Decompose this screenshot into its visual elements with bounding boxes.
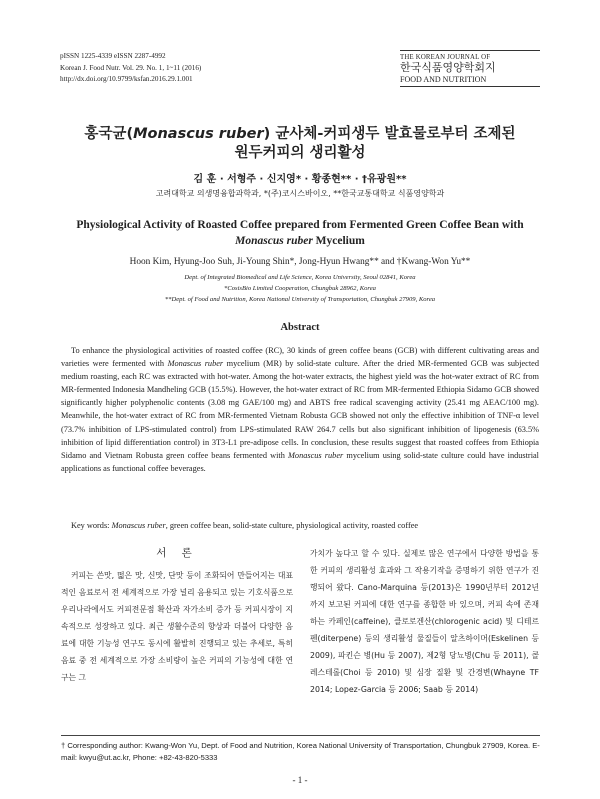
citation-line: Korean J. Food Nutr. Vol. 29. No. 1, 1~11 (2016) bbox=[60, 63, 202, 72]
affiliation-en-2: *CosisBio Limited Cooperation, Chungbuk 28962, Korea bbox=[224, 285, 376, 292]
affiliations-korean: 고려대학교 의생명융합과학과, *(주)코시스바이오, **한국교통대학교 식품영양학과 bbox=[155, 189, 445, 198]
journal-name-en-bottom: FOOD AND NUTRITION bbox=[400, 75, 540, 87]
keywords: Key words: Monascus ruber, green coffee bean, solid-state culture, physiological activity, roasted coffee bbox=[71, 521, 419, 530]
abstract-body: To enhance the physiological activities of roasted coffee (RC), 30 kinds of green coffee beans (GCB) with different cultivating areas and varieties were fermented with Monascus ruber mycelium (MR) by solid-state culture. After the dried MR-fermented GCB was subjected medium roasting, each RC was extracted with hot-water. Among the hot-water extracts, the highest yield was the hot-water extract of RC from MR-fermented Indonesia Mandheling GCB (15.5%). However, the hot-water extract of RC from MR-fermented Ethiopia Sidamo GCB showed significantly higher polyphenolic contents (3.08 mg GAE/100 mg) and ABTS free radical scavenging activity (25.41 mg AEAC/100 mg). Meanwhile, the hot-water extract of RC from MR-fermented Vietnam Robusta GCB showed not only the effective inhibition of TNF-α level (73.7% inhibition of LPS-stimulated control) from LPS-stimulated RAW 264.7 cells but also significant inhibition of lipogenesis (63.5% inhibition of lipid differentiation control) in 3T3-L1 pre-adipose cells. In conclusion, these results suggest that roasted coffees from Ethiopia Sidamo and Vietnam Robusta green coffee beans fermented with Monascus ruber mycelium using solid-state culture could have industrial applications as functional coffee beverages. bbox=[61, 346, 539, 473]
paper-title-korean: 홍국균(Monascus ruber) 균사체-커피생두 발효물로부터 조제된 원두커피의 생리활성 bbox=[84, 126, 516, 161]
journal-name-en-top: THE KOREAN JOURNAL OF bbox=[400, 50, 540, 61]
intro-column-right bbox=[310, 545, 539, 698]
page-number: - 1 - bbox=[292, 775, 308, 785]
affiliation-en-3: **Dept. of Food and Nutrition, Korea National University of Transportation, Chungbuk 27909, Korea bbox=[164, 296, 436, 303]
journal-name-ko: 한국식품영양학회지 bbox=[400, 61, 496, 74]
journal-brand bbox=[400, 50, 540, 87]
header-citation-block bbox=[60, 51, 201, 86]
paper-title-english: Physiological Activity of Roasted Coffee prepared from Fermented Green Coffee Bean with Monascus ruber Mycelium bbox=[76, 219, 524, 247]
corresponding-author-footnote: † Corresponding author: Kwang-Won Yu, Dept. of Food and Nutrition, Korea National University of Transportation, Chungbuk 27909, Korea. E-mail: kwyu@ut.ac.kr, Phone: +82-43-820-5333 bbox=[61, 741, 540, 762]
abstract-heading: Abstract bbox=[280, 322, 320, 333]
species-name: Monascus ruber bbox=[133, 126, 264, 142]
section-heading-introduction: 서 론 bbox=[156, 547, 198, 559]
intro-paragraph-right: 가치가 높다고 할 수 있다. 실제로 많은 연구에서 다양한 방법을 통한 커피의 생리활성 효과와 그 작용기작을 증명하기 위한 연구가 진행되어 왔다. Cano-Marquina 등(2013)은 1990년부터 2012년까지 보고된 커피에 대한 연구를 종합한 바 있으며, 커피 속에 존재하는 카페인(caffeine), 클로로겐산(chlorogenic acid) 및 디테르펜(diterpene) 등의 생리활성 물질들이 알츠하이머(Eskelinen 등 2009), 파킨슨 병(Hu 등 2007), 제2형 당뇨병(Chu 등 2011), 콜레스테롤(Choi 등 2010) 및 심장 질환 및 간경변(Whayne TF 2014; Lopez-Garcia 등 2006; Saab 등 2014) bbox=[310, 549, 539, 694]
doi-link[interactable]: http://dx.doi.org/10.9799/ksfan.2016.29.1.001 bbox=[60, 75, 193, 83]
affiliation-en-1: Dept. of Integrated Biomedical and Life Science, Korea University, Seoul 02841, Korea bbox=[184, 274, 416, 281]
issn-line: pISSN 1225-4339 eISSN 2287-4992 bbox=[60, 52, 166, 60]
species-name: Monascus ruber bbox=[235, 235, 313, 247]
intro-column-left bbox=[61, 567, 293, 686]
authors-korean: 김 훈 · 서형주 · 신지영* · 황종현** · †유광원** bbox=[193, 174, 407, 185]
authors-english: Hoon Kim, Hyung-Joo Suh, Ji-Young Shin*, Jong-Hyun Hwang** and †Kwang-Won Yu** bbox=[129, 257, 471, 267]
footnote-divider bbox=[61, 735, 540, 736]
intro-paragraph-left: 커피는 쓴맛, 떫은 맛, 신맛, 단맛 등이 조화되어 만들어지는 대표적인 음료로서 전 세계적으로 가장 널리 음용되고 있는 기호식품으로 우리나라에서도 커피전문점 확산과 자가소비 증가 등 커피시장이 지속적으로 성장하고 있다. 최근 생활수준의 향상과 더불어 다양한 음료에 대한 기능성 연구도 동시에 활발히 진행되고 있는 추세로, 특히 음료 중 전 세계적으로 가장 소비량이 높은 커피의 기능성에 대한 연구는 그 bbox=[61, 571, 293, 682]
